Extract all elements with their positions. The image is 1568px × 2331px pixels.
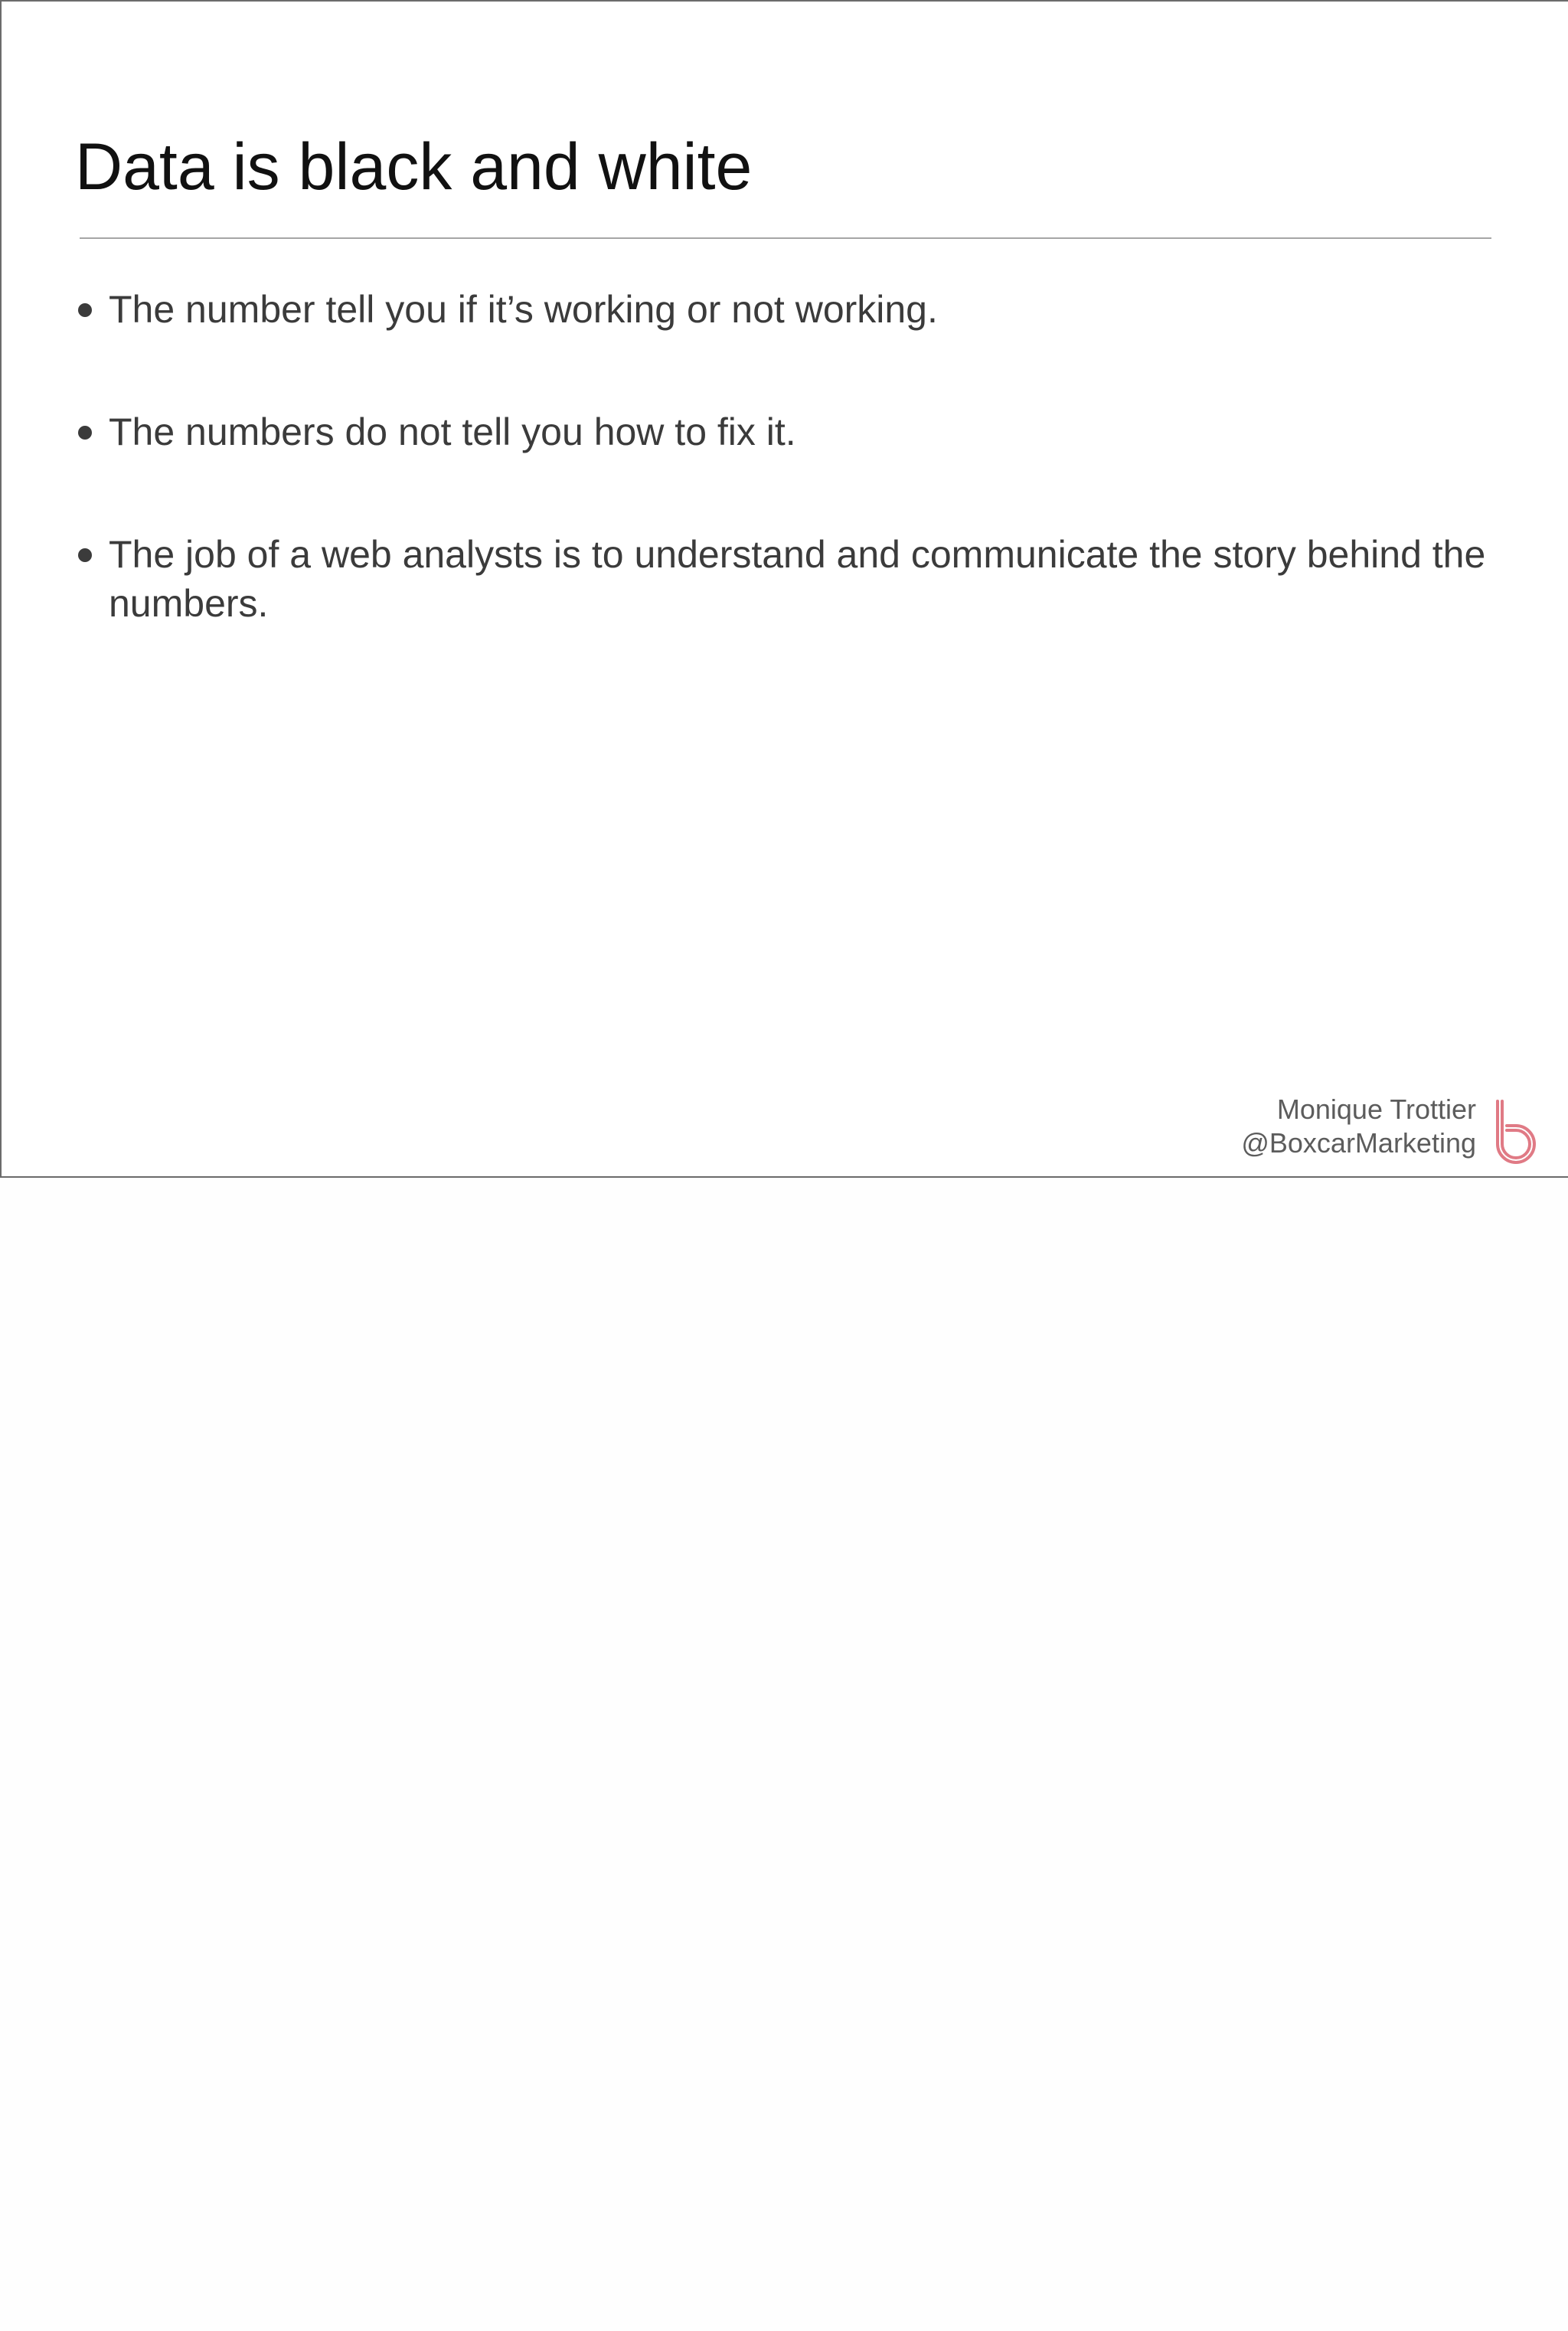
bullet-dot-icon: [78, 426, 92, 440]
bullet-text: The number tell you if it’s working or not working.: [109, 288, 938, 331]
bullet-item: [75, 530, 1499, 628]
author-handle: @BoxcarMarketing: [1241, 1127, 1476, 1159]
bullet-list: [75, 285, 1499, 701]
author-credit: [1241, 1093, 1476, 1160]
bullet-item: [75, 285, 1499, 334]
author-name: Monique Trottier: [1276, 1094, 1476, 1125]
title-divider: [80, 237, 1491, 239]
bullet-text: The job of a web analysts is to understand and communicate the story behind the numbers.: [109, 533, 1486, 625]
bullet-dot-icon: [78, 303, 92, 317]
slide-title: Data is black and white: [75, 130, 753, 204]
bullet-text: The numbers do not tell you how to fix it.: [109, 410, 796, 453]
boxcar-b-logo-icon: [1490, 1097, 1536, 1166]
bullet-dot-icon: [78, 548, 92, 562]
bullet-item: [75, 407, 1499, 456]
